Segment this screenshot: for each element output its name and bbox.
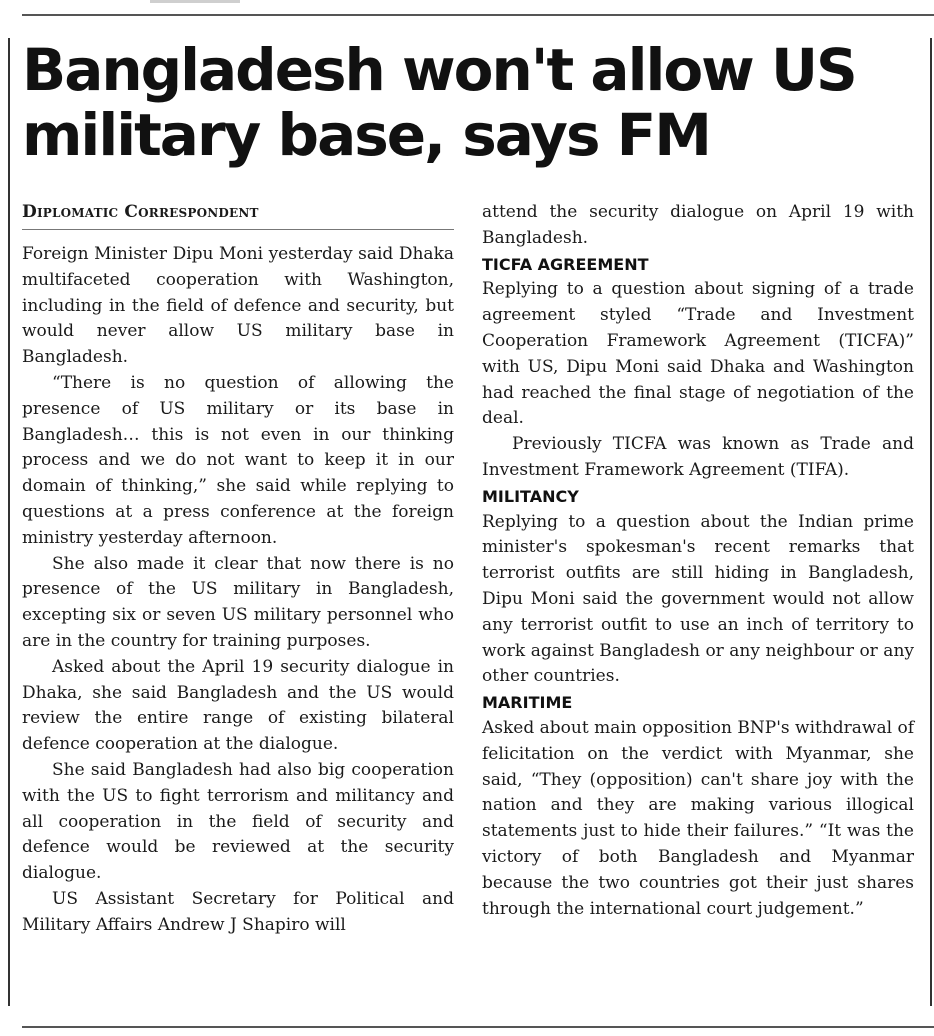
paragraph: US Assistant Secretary for Political and Military Affairs Andrew J Shapiro will (22, 888, 454, 935)
left-column (22, 200, 454, 939)
paragraph: Asked about main opposition BNP's withdrawal of felicitation on the verdict with Myanmar, she said, “They (opposition) can't share joy with the nation and they are making various illogical statements just to hide their failures.” “It was the victory of both Bangladesh and Myanmar because the two countries got their just shares through the international court judgement.” (482, 717, 914, 919)
right-border (930, 38, 932, 1006)
paragraph: Foreign Minister Dipu Moni yesterday said Dhaka multifaceted cooperation with Washington, including in the field of defence and security, but would never allow US military base in Bangladesh. (22, 244, 454, 368)
section-heading-ticfa: TICFA AGREEMENT (482, 254, 649, 274)
paragraph: Previously TICFA was known as Trade and Investment Framework Agreement (TIFA). (482, 434, 914, 480)
bottom-divider (22, 1026, 934, 1028)
paragraph: “There is no question of allowing the presence of US military or its base in Bangladesh… this is not even in our thinking process and we do not want to keep it in our domain of thinking,” she said while replying to questions at a press conference at the foreign ministry yesterday afternoon. (22, 372, 454, 548)
left-border (8, 38, 10, 1006)
section-heading-militancy: MILITANCY (482, 486, 579, 506)
paragraph: Replying to a question about the Indian prime minister's spokesman's recent remarks that terrorist outfits are still hiding in Bangladesh, Dipu Moni said the government would not allow any terrorist outfit to use an inch of territory to work against Bangladesh or any neighbour or any other countries. (482, 511, 914, 687)
right-column (482, 200, 914, 922)
paragraph: She said Bangladesh had also big cooperation with the US to fight terrorism and militancy and all cooperation in the field of security and defence would be reviewed at the security dialogue. (22, 759, 454, 884)
section-heading-maritime: MARITIME (482, 693, 573, 713)
top-divider (22, 14, 934, 16)
paragraph: She also made it clear that now there is no presence of the US military in Bangladesh, excepting six or seven US military personnel who are in the country for training purposes. (22, 553, 454, 651)
paragraph: Replying to a question about signing of a trade agreement styled “Trade and Investment Cooperation Framework Agreement (TICFA)” with US, Dipu Moni said Dhaka and Washington had reached the final stage of negotiation of the deal. (482, 279, 914, 429)
cropped-section-label (150, 0, 240, 3)
paragraph: Asked about the April 19 security dialogue in Dhaka, she said Bangladesh and the US would review the entire range of existing bilateral defence cooperation at the dialogue. (22, 656, 454, 755)
headline: Bangladesh won't allow US military base, says FM (22, 36, 856, 169)
paragraph: attend the security dialogue on April 19 with Bangladesh. (482, 202, 914, 248)
byline: Diplomatic Correspondent (22, 200, 454, 230)
